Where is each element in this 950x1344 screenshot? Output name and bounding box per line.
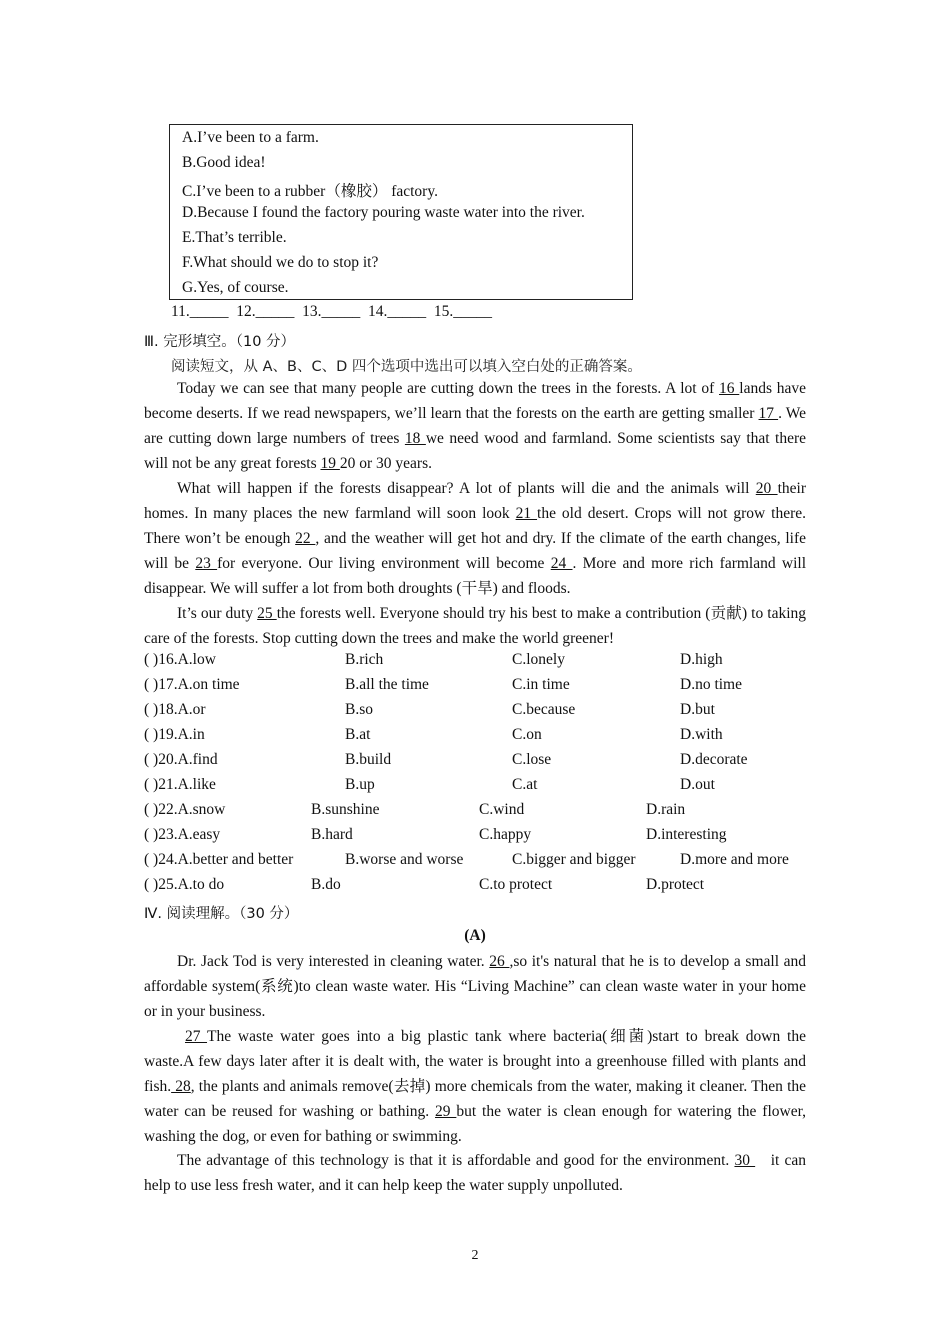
option-b: B.sunshine [311, 801, 380, 818]
option-b: B.so [345, 701, 373, 718]
text: , and the weather will get hot and dry. If the climate of the earth changes, life will be [144, 530, 807, 572]
reading-paragraph-1 [144, 949, 806, 1024]
option-d: D.protect [646, 876, 705, 893]
question-stem: ( )19.A.in [144, 726, 205, 743]
text: the forests well. Everyone should try his best to make a contribution (贡献) to taking care of the forests. Stop cutting down the trees and make the world greener! [144, 605, 806, 647]
option-g: G.Yes, of course. [182, 279, 289, 296]
option-d: D.more and more [680, 851, 789, 868]
question-21 [144, 776, 824, 801]
option-c: C.on [512, 726, 542, 743]
question-stem: ( )20.A.find [144, 751, 218, 768]
blank-23: 23 [195, 555, 218, 572]
question-stem: ( )18.A.or [144, 701, 206, 718]
blank-29: 29 [435, 1103, 457, 1120]
blank-22: 22 [295, 530, 316, 547]
text: What will happen if the forests disappear? A lot of plants will die and the animals will [177, 480, 756, 497]
option-c: C.to protect [479, 876, 553, 893]
blank-27: 27 [185, 1028, 208, 1045]
cloze-paragraph-1 [144, 376, 806, 476]
question-25 [144, 876, 824, 901]
text: . We are cutting down large numbers of trees [144, 405, 807, 447]
question-20 [144, 751, 824, 776]
option-b: B.build [345, 751, 392, 768]
option-d: D.rain [646, 801, 686, 818]
text: it can help to use less fresh water, and it can help keep the water supply unpolluted. [144, 1152, 810, 1194]
option-d: D.with [680, 726, 723, 743]
blank-24: 24 [550, 555, 573, 572]
section-3-title: Ⅲ. 完形填空。（10 分） [144, 334, 296, 350]
page-number: 2 [471, 1248, 479, 1263]
option-c: C.happy [479, 826, 532, 843]
question-stem: ( )16.A.low [144, 651, 216, 668]
option-e: E.That’s terrible. [182, 229, 287, 246]
question-stem: ( )24.A.better and better [144, 851, 294, 868]
reading-paragraph-3 [144, 1148, 810, 1198]
option-c: C.wind [479, 801, 525, 818]
option-f: F.What should we do to stop it? [182, 254, 379, 271]
question-stem: ( )22.A.snow [144, 801, 226, 818]
option-c: C.lose [512, 751, 552, 768]
blank-20: 20 [755, 480, 778, 497]
blank-26: 26 [489, 953, 510, 970]
answer-blanks-line: 11._____ 12._____ 13._____ 14._____ 15._____ [171, 303, 493, 320]
passage-a-heading: (A) [464, 927, 486, 944]
text: ,so it's natural that he is to develop a small and affordable system(系统)to clean waste water. His “Living Machine” can clean waste water in your home or in your business. [144, 953, 807, 1020]
text: the old desert. Crops will not grow there. There won’t be enough [144, 505, 806, 547]
question-stem: ( )23.A.easy [144, 826, 221, 843]
text: The advantage of this technology is that it is affordable and good for the environment. [177, 1152, 735, 1169]
blank-16: 16 [719, 380, 740, 397]
option-d: D.decorate [680, 751, 748, 768]
text: we need wood and farmland. Some scientists say that there will not be any great forests [144, 430, 806, 472]
blank-30: 30 [734, 1152, 756, 1169]
question-24 [144, 851, 824, 876]
option-c: C.bigger and bigger [512, 851, 636, 868]
option-d: D.no time [680, 676, 742, 693]
option-d: D.but [680, 701, 715, 718]
text: Dr. Jack Tod is very interested in cleaning water. [177, 953, 490, 970]
cloze-paragraph-2 [144, 476, 806, 601]
section-4-title: Ⅳ. 阅读理解。（30 分） [144, 906, 299, 922]
blank-19: 19 [320, 455, 340, 472]
text: for everyone. Our living environment will become [217, 555, 551, 572]
option-c: C.because [512, 701, 576, 718]
reading-paragraph-2 [144, 1024, 806, 1149]
text: but the water is clean enough for watering the flower, washing the dog, or even for bathing or swimming. [144, 1103, 806, 1145]
blank-28: 28 [171, 1078, 191, 1095]
option-d: D.interesting [646, 826, 727, 843]
blank-25: 25 [257, 605, 277, 622]
question-stem: ( )17.A.on time [144, 676, 240, 693]
option-b: B.rich [345, 651, 384, 668]
text: lands have become deserts. If we read newspapers, we’ll learn that the forests on the earth are getting smaller [144, 380, 806, 422]
question-16 [144, 651, 824, 676]
option-d: D.high [680, 651, 723, 668]
question-23 [144, 826, 824, 851]
option-c: C.at [512, 776, 538, 793]
option-b: B.worse and worse [345, 851, 464, 868]
blank-17: 17 [758, 405, 779, 422]
option-b: B.all the time [345, 676, 429, 693]
section-3-instruction: 阅读短文，从 A、B、C、D 四个选项中选出可以填入空白处的正确答案。 [171, 359, 642, 375]
option-b: B.hard [311, 826, 353, 843]
text: , the plants and animals remove(去掉) more chemicals from the water, making it cleaner. Then the water can be reused for washing or bathing. [144, 1078, 807, 1120]
option-b: B.up [345, 776, 375, 793]
blank-21: 21 [515, 505, 538, 522]
question-19 [144, 726, 824, 751]
option-a: A.I’ve been to a farm. [182, 129, 319, 146]
text: . More and more rich farmland will disappear. We will suffer a lot from both droughts (干旱) and floods. [144, 555, 807, 597]
cloze-paragraph-3 [144, 601, 806, 651]
question-stem: ( )21.A.like [144, 776, 216, 793]
blank-18: 18 [404, 430, 426, 447]
text: their homes. In many places the new farmland will soon look [144, 480, 806, 522]
option-c: C.I’ve been to a rubber（橡胶） factory. [182, 183, 438, 200]
question-22 [144, 801, 824, 826]
option-b: B.at [345, 726, 371, 743]
option-b: B.do [311, 876, 341, 893]
option-c: C.in time [512, 676, 570, 693]
text: It’s our duty [177, 605, 258, 622]
text: Today we can see that many people are cutting down the trees in the forests. A lot of [177, 380, 719, 397]
options-box [169, 124, 633, 300]
option-d: D.Because I found the factory pouring waste water into the river. [182, 204, 585, 221]
option-b: B.Good idea! [182, 154, 266, 171]
option-d: D.out [680, 776, 715, 793]
question-17 [144, 676, 824, 701]
text: 20 or 30 years. [339, 455, 432, 472]
question-stem: ( )25.A.to do [144, 876, 225, 893]
option-c: C.lonely [512, 651, 565, 668]
question-18 [144, 701, 824, 726]
text: The waste water goes into a big plastic tank where bacteria(细菌)start to break down the waste.A few days later after it is dealt with, the water is brought into a greenhouse filled with plants and fish. [144, 1028, 806, 1095]
